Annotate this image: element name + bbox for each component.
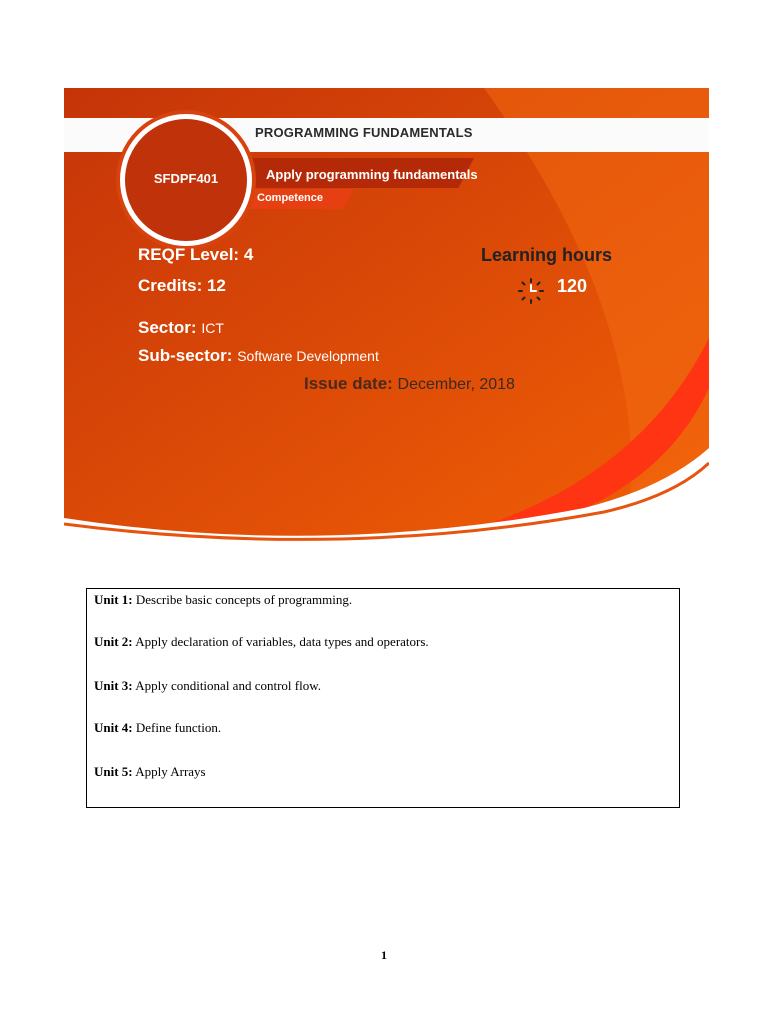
cover-banner — [64, 88, 709, 548]
unit-key: Unit 2: — [94, 634, 133, 649]
units-box — [86, 588, 680, 808]
reqf-label: REQF Level: — [138, 245, 240, 264]
reqf-level — [138, 245, 253, 265]
page-number: 1 — [381, 948, 387, 962]
unit-key: Unit 3: — [94, 678, 133, 693]
credits — [138, 276, 226, 296]
credits-value: 12 — [206, 276, 226, 295]
unit-text: Define function. — [135, 720, 222, 735]
unit-key: Unit 5: — [94, 764, 133, 779]
subsector-value: Software Development — [237, 348, 379, 364]
issue-date — [304, 374, 515, 394]
module-code-badge — [120, 114, 252, 246]
unit-key: Unit 4: — [94, 720, 133, 735]
credits-label: Credits: — [138, 276, 203, 295]
unit-row-1 — [94, 592, 352, 608]
unit-text: Apply Arrays — [135, 764, 206, 779]
unit-text: Apply declaration of variables, data types and operators. — [135, 634, 429, 649]
unit-row-4 — [94, 720, 221, 736]
sector-value: ICT — [201, 320, 224, 336]
issue-value: December, 2018 — [397, 376, 515, 393]
unit-text: Describe basic concepts of programming. — [135, 592, 353, 607]
program-title: PROGRAMMING FUNDAMENTALS — [255, 125, 473, 140]
sector-label: Sector: — [138, 318, 197, 337]
learning-hours-label: Learning hours — [481, 245, 613, 265]
subsector-label: Sub-sector: — [138, 346, 233, 365]
issue-label: Issue date: — [304, 374, 393, 393]
competence-tag: Competence — [257, 192, 324, 204]
competence-title: Apply programming fundamentals — [266, 167, 478, 182]
unit-row-3 — [94, 678, 321, 694]
unit-text: Apply conditional and control flow. — [135, 678, 322, 693]
module-code: SFDPF401 — [153, 171, 219, 186]
clock-icon — [517, 277, 545, 305]
sector — [138, 318, 224, 338]
sub-sector — [138, 346, 379, 366]
reqf-value: 4 — [243, 245, 254, 264]
unit-row-2 — [94, 634, 429, 650]
unit-key: Unit 1: — [94, 592, 133, 607]
unit-row-5 — [94, 764, 206, 780]
learning-hours-value: 120 — [557, 276, 588, 296]
